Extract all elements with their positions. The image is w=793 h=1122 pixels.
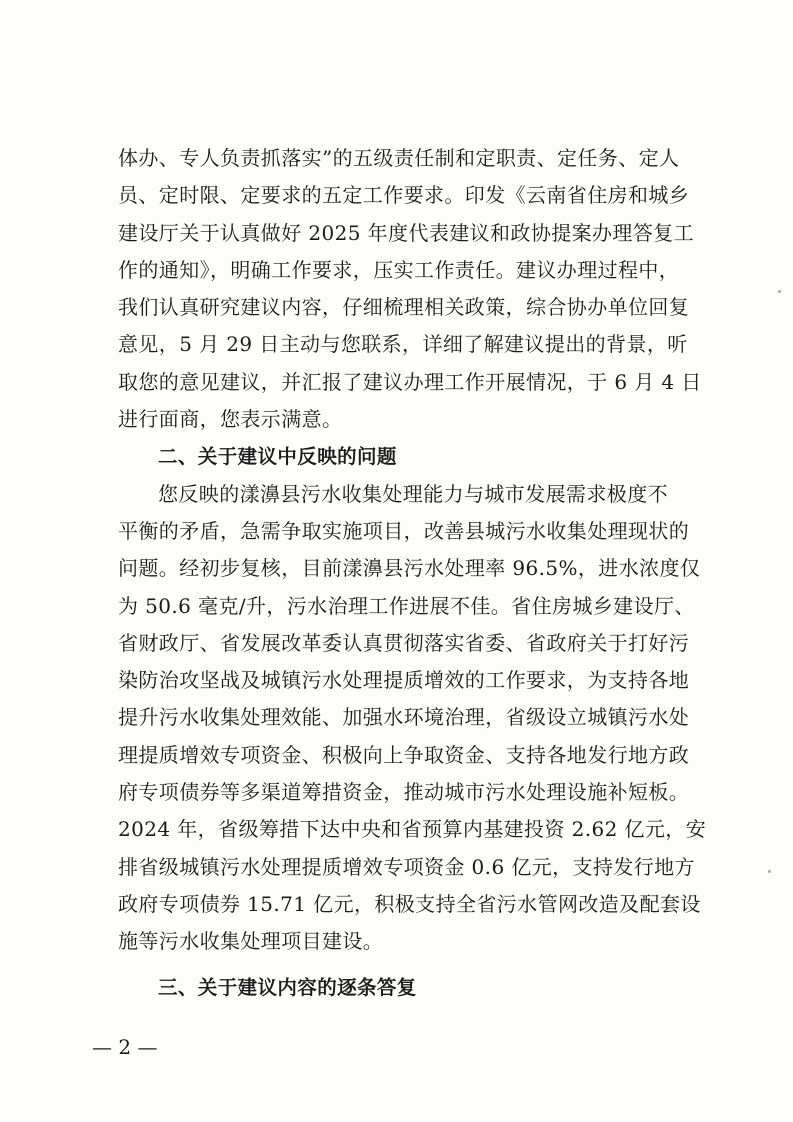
scan-speck [768,870,771,873]
paragraph-line: 2024 年，省级筹措下达中央和省预算内基建投资 2.62 亿元，安 [118,817,707,842]
paragraph-line: 省财政厅、省发展改革委认真贯彻落实省委、省政府关于打好污 [118,630,690,655]
paragraph-line: 平衡的矛盾，急需争取实施项目，改善县城污水收集处理现状的 [118,518,690,543]
paragraph-line: 取您的意见建议，并汇报了建议办理工作开展情况，于 6 月 4 日 [118,369,702,394]
paragraph-line: 染防治攻坚战及城镇污水处理提质增效的工作要求，为支持各地 [118,668,690,693]
paragraph-line: 施等污水收集处理项目建设。 [118,929,384,954]
paragraph-line: 政府专项债券 15.71 亿元，积极支持全省污水管网改造及配套设 [118,891,701,916]
paragraph-line: 为 50.6 毫克/升，污水治理工作进展不佳。省住房城乡建设厅、 [118,593,695,618]
paragraph-line: 意见，5 月 29 日主动与您联系，详细了解建议提出的背景，听 [118,332,688,357]
paragraph-line: 排省级城镇污水处理提质增效专项资金 0.6 亿元，支持发行地方 [118,854,695,879]
page-number: — 2 — [92,1035,158,1059]
paragraph-line: 理提质增效专项资金、积极向上争取资金、支持各地发行地方政 [118,742,690,767]
paragraph-line: 员、定时限、定要求的五定工作要求。印发《云南省住房和城乡 [118,183,690,208]
paragraph-line: 进行面商，您表示满意。 [118,407,343,432]
paragraph-line: 您反映的漾濞县污水收集处理能力与城市发展需求极度不 [158,481,668,506]
paragraph-line: 建设厅关于认真做好 2025 年度代表建议和政协提案办理答复工 [118,220,695,245]
document-body [118,140,707,1006]
section-heading-3: 三、关于建议内容的逐条答复 [158,975,417,999]
scan-speck [778,290,781,293]
section-heading-2: 二、关于建议中反映的问题 [158,445,397,469]
paragraph-line: 体办、专人负责抓落实”的五级责任制和定职责、定任务、定人 [118,146,680,170]
paragraph-line: 我们认真研究建议内容，仔细梳理相关政策，综合协办单位回复 [118,295,690,320]
paragraph-line: 府专项债券等多渠道筹措资金，推动城市污水处理设施补短板。 [118,780,690,805]
paragraph-line: 问题。经初步复核，目前漾濞县污水处理率 96.5%，进水浓度仅 [118,556,701,581]
paragraph-line: 提升污水收集处理效能、加强水环境治理，省级设立城镇污水处 [118,705,690,730]
paragraph-line: 作的通知》，明确工作要求，压实工作责任。建议办理过程中， [118,257,680,282]
